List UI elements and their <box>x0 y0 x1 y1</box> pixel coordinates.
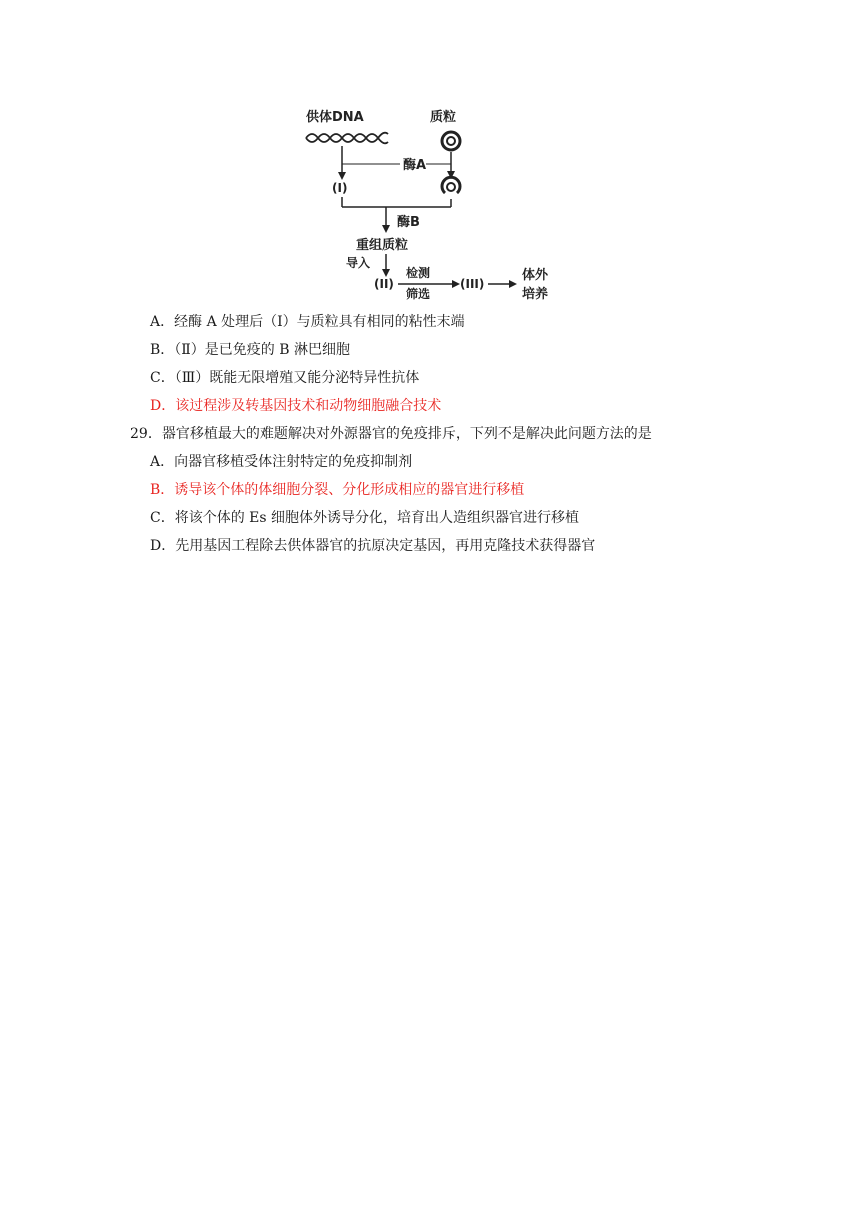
fragment-i-label: (I) <box>332 181 348 195</box>
q28-option-a <box>150 312 465 332</box>
q28-option-d-answer <box>150 396 441 416</box>
screen-label: 筛选 <box>406 287 431 301</box>
culture-label: 培养 <box>522 287 549 302</box>
option-text: 将该个体的 Es 细胞体外诱导分化，培育出人造组织器官进行移植 <box>174 510 580 526</box>
import-label: 导入 <box>346 256 371 270</box>
option-letter: D． <box>150 398 176 414</box>
q29-option-a <box>150 452 412 472</box>
option-text: 向器官移植受体注射特定的免疫抑制剂 <box>174 454 413 470</box>
enzyme-b-label: 酶B <box>397 215 420 230</box>
donor-dna-label: 供体DNA <box>306 110 364 125</box>
cell-iii-label: (III) <box>460 277 485 291</box>
option-letter: C． <box>150 370 175 386</box>
option-text: 该过程涉及转基因技术和动物细胞融合技术 <box>175 398 442 414</box>
option-letter: B． <box>150 482 175 498</box>
option-text: 诱导该个体的体细胞分裂、分化形成相应的器官进行移植 <box>174 482 525 498</box>
cut-plasmid-icon <box>442 177 460 193</box>
q28-option-b <box>150 340 350 360</box>
dna-helix-icon <box>306 133 388 144</box>
option-text: （Ⅱ）是已免疫的 B 淋巴细胞 <box>174 342 351 358</box>
plasmid-icon <box>442 132 460 150</box>
option-letter: D． <box>150 538 176 554</box>
q29-option-b-answer <box>150 480 524 500</box>
detect-label: 检测 <box>406 266 431 280</box>
enzyme-a-label: 酶A <box>403 158 427 173</box>
genetic-engineering-diagram <box>300 100 560 305</box>
option-letter: B． <box>150 342 175 358</box>
cell-ii-label: (II) <box>374 277 394 291</box>
plasmid-label: 质粒 <box>430 110 457 125</box>
option-letter: A． <box>150 454 175 470</box>
recombinant-plasmid-label: 重组质粒 <box>356 238 409 253</box>
q29-option-c <box>150 508 579 528</box>
in-vitro-label: 体外 <box>522 268 549 283</box>
option-letter: C． <box>150 510 175 526</box>
q29-stem: 29．器官移植最大的难题解决对外源器官的免疫排斥，下列不是解决此问题方法的是 <box>130 426 652 442</box>
option-text: 经酶 A 处理后（Ⅰ）与质粒具有相同的粘性末端 <box>174 314 465 330</box>
q29-option-d <box>150 536 595 556</box>
option-text: （Ⅲ）既能无限增殖又能分泌特异性抗体 <box>174 370 420 386</box>
option-letter: A． <box>150 314 175 330</box>
option-text: 先用基因工程除去供体器官的抗原决定基因，再用克隆技术获得器官 <box>175 538 596 554</box>
q28-option-c <box>150 368 419 388</box>
